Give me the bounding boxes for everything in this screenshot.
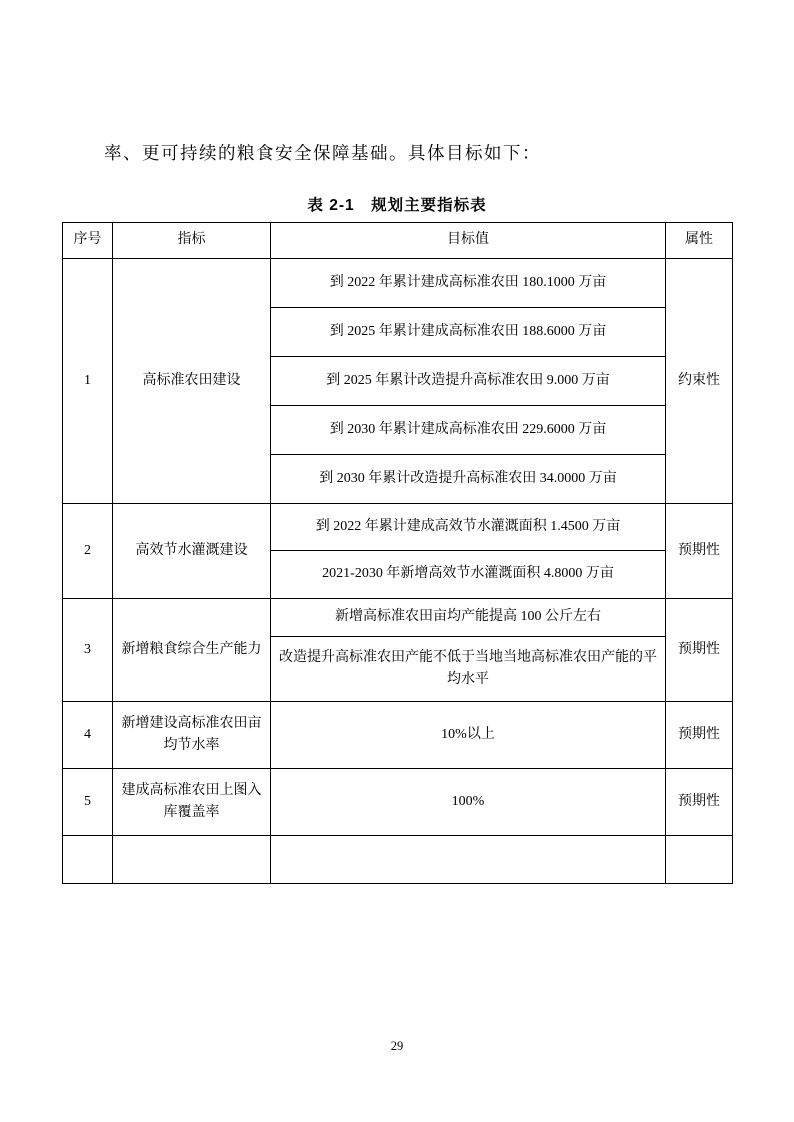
index-cell: 2: [63, 504, 113, 599]
table-header-row: [63, 223, 733, 259]
target-cell: 到 2022 年累计建成高效节水灌溉面积 1.4500 万亩: [271, 504, 666, 551]
intro-paragraph: 率、更可持续的粮食安全保障基础。具体目标如下：: [104, 143, 541, 163]
col-header-indicator: 指标: [113, 223, 271, 259]
col-header-index: 序号: [63, 223, 113, 259]
attribute-cell: [666, 836, 733, 884]
target-cell: 2021-2030 年新增高效节水灌溉面积 4.8000 万亩: [271, 551, 666, 599]
index-cell: 5: [63, 769, 113, 836]
target-cell: 到 2030 年累计建成高标准农田 229.6000 万亩: [271, 406, 666, 455]
target-cell: 到 2025 年累计建成高标准农田 188.6000 万亩: [271, 308, 666, 357]
target-cell: 新增高标准农田亩均产能提高 100 公斤左右: [271, 599, 666, 637]
indicator-cell: 新增粮食综合生产能力: [113, 599, 271, 702]
index-cell: [63, 836, 113, 884]
index-cell: 4: [63, 702, 113, 769]
index-cell: 3: [63, 599, 113, 702]
indicator-cell: 新增建设高标准农田亩均节水率: [113, 702, 271, 769]
indicator-cell: 高标准农田建设: [113, 259, 271, 504]
attribute-cell: 预期性: [666, 599, 733, 702]
target-cell: 改造提升高标准农田产能不低于当地当地高标准农田产能的平均水平: [271, 637, 666, 702]
indicator-cell: [113, 836, 271, 884]
indicators-table: [62, 222, 733, 884]
table-row: [63, 259, 733, 308]
attribute-cell: 预期性: [666, 702, 733, 769]
table-row: [63, 504, 733, 551]
table-row: [63, 599, 733, 637]
indicator-cell: 高效节水灌溉建设: [113, 504, 271, 599]
target-cell: 10%以上: [271, 702, 666, 769]
target-cell: 到 2022 年累计建成高标准农田 180.1000 万亩: [271, 259, 666, 308]
indicator-cell: 建成高标准农田上图入库覆盖率: [113, 769, 271, 836]
attribute-cell: 预期性: [666, 504, 733, 599]
attribute-cell: 预期性: [666, 769, 733, 836]
table-row: [63, 769, 733, 836]
target-cell: 到 2025 年累计改造提升高标准农田 9.000 万亩: [271, 357, 666, 406]
page-number: 29: [390, 1039, 404, 1053]
target-cell: 100%: [271, 769, 666, 836]
col-header-attribute: 属性: [666, 223, 733, 259]
table-title: 表 2-1 规划主要指标表: [307, 197, 487, 214]
table-row: [63, 702, 733, 769]
attribute-cell: 约束性: [666, 259, 733, 504]
target-cell: [271, 836, 666, 884]
index-cell: 1: [63, 259, 113, 504]
col-header-target: 目标值: [271, 223, 666, 259]
target-cell: 到 2030 年累计改造提升高标准农田 34.0000 万亩: [271, 455, 666, 504]
table-row-empty: [63, 836, 733, 884]
